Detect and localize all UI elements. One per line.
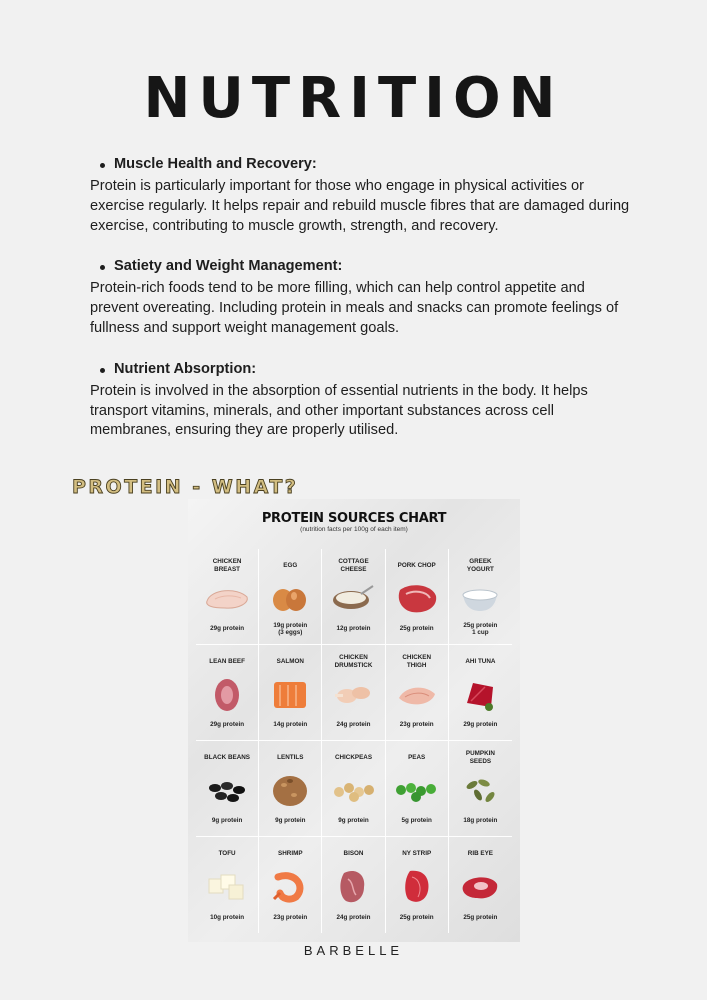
- food-protein: 29g protein: [210, 625, 245, 633]
- food-name: LEAN BEEF: [209, 658, 245, 665]
- food-card: [259, 837, 322, 933]
- food-protein: 25g protein: [399, 625, 434, 633]
- benefit-heading: Nutrient Absorption:: [114, 360, 257, 377]
- food-name: CHICKEN BREAST: [212, 558, 242, 573]
- food-card: [449, 741, 512, 837]
- food-card: [386, 837, 449, 933]
- food-card: [196, 645, 259, 741]
- food-protein: 29g protein: [210, 721, 245, 729]
- food-card: [196, 741, 259, 837]
- food-name: BLACK BEANS: [204, 754, 250, 761]
- chicken-drumstick-icon: [322, 675, 384, 715]
- food-card: [322, 741, 385, 837]
- food-name: COTTAGE CHEESE: [338, 558, 369, 573]
- food-name: NY STRIP: [402, 850, 432, 857]
- chickpeas-icon: [322, 771, 384, 811]
- black-beans-icon: [196, 771, 258, 811]
- food-name: PEAS: [408, 754, 426, 761]
- greek-yogurt-icon: [449, 579, 512, 619]
- brand-logo: BARBELLE: [303, 943, 404, 958]
- food-card: [449, 549, 512, 645]
- food-grid: [196, 549, 512, 933]
- lean-beef-icon: [196, 675, 258, 715]
- food-protein: 9g protein: [211, 817, 243, 825]
- food-card: [259, 549, 322, 645]
- lentils-icon: [259, 771, 321, 811]
- food-protein: 9g protein: [338, 817, 369, 825]
- bullet-icon: [100, 368, 105, 373]
- food-protein: 10g protein: [210, 914, 245, 922]
- food-name: GREEK YOGURT: [466, 558, 494, 573]
- food-name: PUMPKIN SEEDS: [465, 750, 495, 765]
- pork-chop-icon: [386, 579, 448, 619]
- egg-icon: [259, 579, 321, 619]
- food-card: [259, 741, 322, 837]
- food-card: [386, 645, 449, 741]
- benefit-body: Protein-rich foods tend to be more filling, which can help control appetite and prevent overeating. Including protein in meals and snacks can promote feelings of fullness and support weight management goals.: [90, 280, 619, 336]
- shrimp-icon: [259, 867, 321, 907]
- chart-subtitle: (nutrition facts per 100g of each item): [300, 526, 408, 533]
- chart-title: PROTEIN SOURCES CHART: [261, 511, 447, 526]
- food-name: SALMON: [276, 658, 304, 665]
- food-card: [322, 837, 385, 933]
- cottage-cheese-icon: [322, 579, 384, 619]
- food-protein: 18g protein: [463, 817, 498, 825]
- food-card: [322, 549, 385, 645]
- food-card: [322, 645, 385, 741]
- benefit-body: Protein is involved in the absorption of essential nutrients in the body. It helps transport vitamins, minerals, and other important substances across cell membranes, ensuring they are properly utilised.: [90, 382, 588, 439]
- benefit-item: [90, 154, 630, 236]
- benefit-item: [90, 256, 630, 338]
- benefit-heading-wrap: [90, 359, 630, 380]
- benefit-body: Protein is particularly important for those who engage in physical activities or exercise regularly. It helps repair and rebuild muscle fibres that are damaged during exercise, contributing to muscle growth, strength, and recovery.: [90, 178, 630, 234]
- food-name: EGG: [283, 562, 298, 569]
- tofu-icon: [196, 867, 258, 907]
- chicken-thigh-icon: [386, 675, 448, 715]
- food-name: CHICKPEAS: [334, 754, 373, 761]
- food-name: TOFU: [218, 850, 236, 857]
- chicken-breast-icon: [196, 579, 258, 619]
- food-card: [386, 549, 449, 645]
- bison-icon: [322, 867, 384, 907]
- benefit-heading: Satiety and Weight Management:: [114, 258, 343, 275]
- rib-eye-icon: [449, 867, 512, 907]
- food-protein: 24g protein: [336, 721, 371, 729]
- food-protein: 14g protein: [273, 721, 308, 729]
- food-name: CHICKEN THIGH: [402, 654, 432, 669]
- ahi-tuna-icon: [449, 675, 512, 715]
- food-name: CHICKEN DRUMSTICK: [334, 654, 373, 669]
- benefit-heading-wrap: [90, 154, 630, 175]
- food-card: [449, 837, 512, 933]
- benefit-item: [90, 359, 630, 441]
- food-name: AHI TUNA: [465, 658, 496, 665]
- food-name: LENTILS: [277, 754, 304, 761]
- food-card: [196, 837, 259, 933]
- food-protein: 25g protein: [463, 914, 498, 922]
- food-name: BISON: [343, 850, 364, 857]
- food-protein: 19g protein (3 eggs): [273, 621, 308, 636]
- pumpkin-seeds-icon: [449, 771, 512, 811]
- food-protein: 5g protein: [401, 817, 432, 825]
- salmon-icon: [259, 675, 321, 715]
- food-protein: 25g protein: [399, 914, 434, 922]
- ny-strip-icon: [386, 867, 448, 907]
- bullet-icon: [100, 163, 105, 168]
- food-card: [449, 645, 512, 741]
- food-protein: 24g protein: [336, 914, 371, 922]
- peas-icon: [386, 771, 448, 811]
- food-name: RIB EYE: [467, 850, 493, 857]
- benefit-heading: Muscle Health and Recovery:: [114, 156, 317, 172]
- food-card: [386, 741, 449, 837]
- food-protein: 23g protein: [273, 914, 308, 922]
- section-heading: PROTEIN - WHAT?: [72, 476, 299, 498]
- food-name: PORK CHOP: [397, 562, 436, 569]
- food-protein: 29g protein: [463, 721, 498, 729]
- food-protein: 12g protein: [336, 625, 371, 633]
- food-protein: 9g protein: [275, 817, 306, 825]
- food-card: [259, 645, 322, 741]
- food-protein: 25g protein 1 cup: [463, 621, 498, 636]
- food-name: SHRIMP: [278, 850, 303, 857]
- page-title: NUTRITION: [143, 66, 564, 131]
- bullet-icon: [100, 265, 105, 270]
- food-card: [196, 549, 259, 645]
- food-protein: 23g protein: [399, 721, 434, 729]
- benefit-list: [90, 154, 630, 461]
- protein-sources-chart: [188, 499, 520, 942]
- benefit-heading-wrap: [90, 256, 630, 277]
